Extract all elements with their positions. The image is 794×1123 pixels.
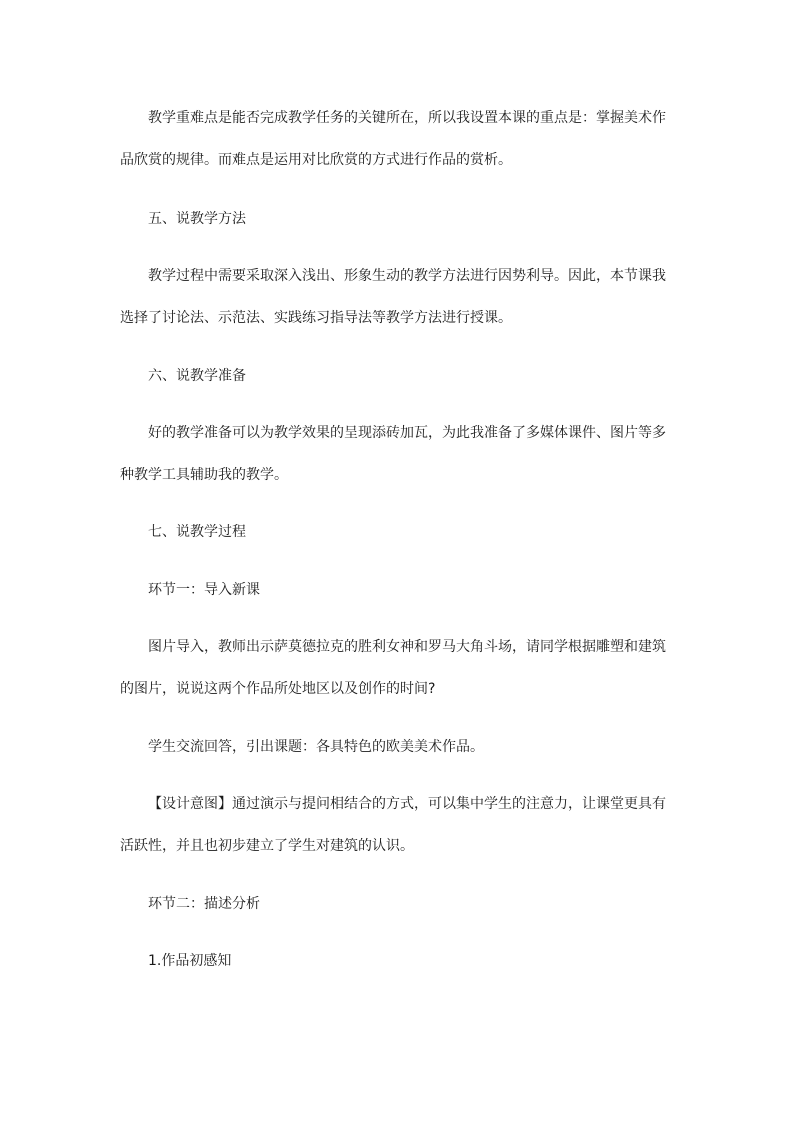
paragraph-line: 活跃性，并且也初步建立了学生对建筑的认识。	[120, 838, 414, 854]
paragraph-line: 图片导入，教师出示萨莫德拉克的胜利女神和罗马大角斗场，请同学根据雕塑和建筑	[148, 639, 666, 655]
paragraph-line: 学生交流回答，引出课题：各具特色的欧美美术作品。	[148, 739, 484, 755]
paragraph-line: 品欣赏的规律。而难点是运用对比欣赏的方式进行作品的赏析。	[120, 152, 512, 168]
paragraph-line: 【设计意图】通过演示与提问相结合的方式，可以集中学生的注意力，让课堂更具有	[148, 796, 666, 812]
paragraph-line: 选择了讨论法、示范法、实践练习指导法等教学方法进行授课。	[120, 310, 512, 326]
section-heading: 六、说教学准备	[148, 368, 246, 384]
paragraph-line: 的图片，说说这两个作品所处地区以及创作的时间?	[120, 681, 436, 697]
section-heading: 五、说教学方法	[148, 211, 246, 227]
list-item: 1.作品初感知	[148, 953, 232, 969]
subsection-heading: 环节一：导入新课	[148, 582, 260, 598]
subsection-heading: 环节二：描述分析	[148, 896, 260, 912]
paragraph-line: 种教学工具辅助我的教学。	[120, 467, 288, 483]
paragraph-line: 教学重难点是能否完成教学任务的关键所在，所以我设置本课的重点是：掌握美术作	[148, 110, 666, 126]
paragraph-line: 教学过程中需要采取深入浅出、形象生动的教学方法进行因势利导。因此，本节课我	[148, 268, 666, 284]
paragraph-line: 好的教学准备可以为教学效果的呈现添砖加瓦，为此我准备了多媒体课件、图片等多	[148, 425, 666, 441]
section-heading: 七、说教学过程	[148, 524, 246, 540]
